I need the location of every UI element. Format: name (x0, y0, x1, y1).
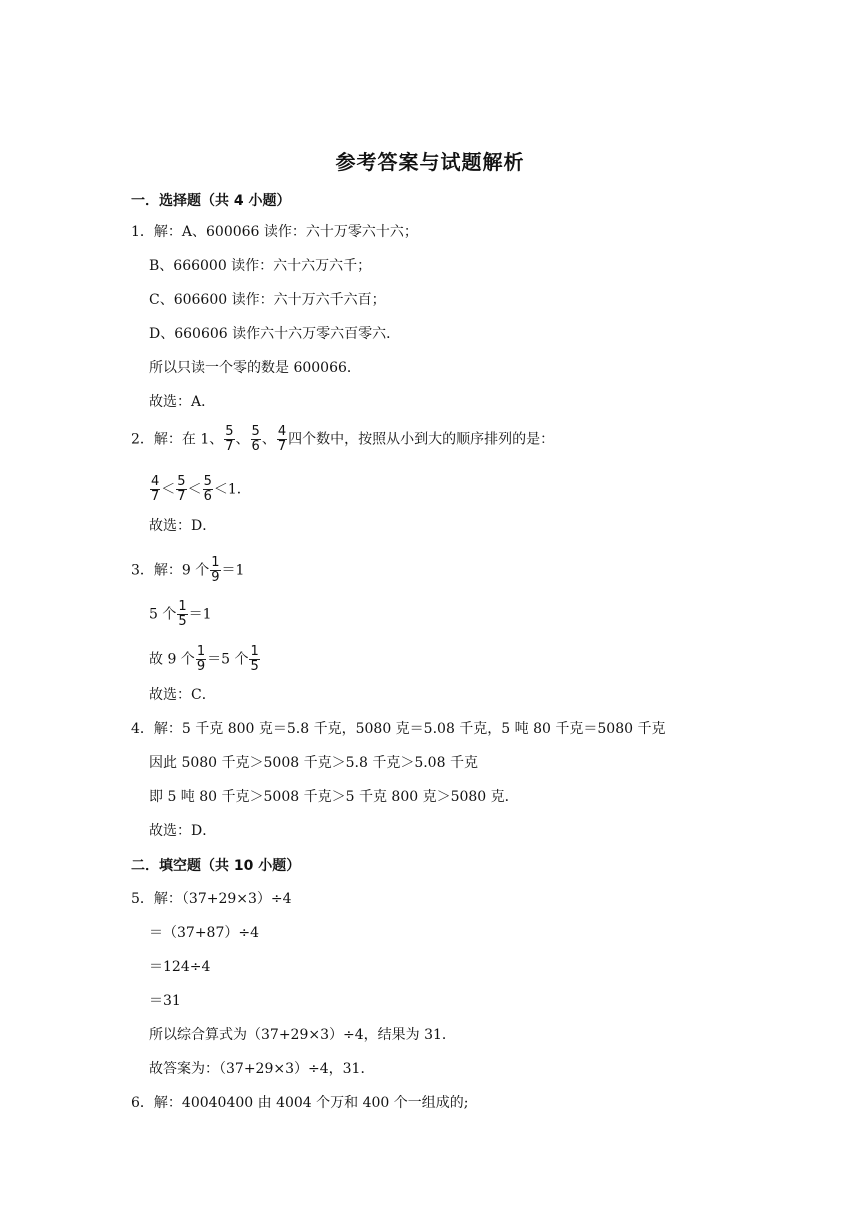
q1-line-4: D、660606 读作六十六万零六百零六． (149, 326, 401, 342)
fraction-1-5: $\frac{1}{5}$ (250, 644, 259, 674)
section-heading-choice: 一．选择题（共 4 小题） (131, 193, 291, 209)
fraction-4-7: $\frac{4}{7}$ (277, 424, 287, 454)
fraction-5-6: $\frac{5}{6}$ (203, 474, 212, 504)
q1-line-3: C、606600 读作：六十万六千六百； (149, 292, 386, 308)
q3-line-2: 5 个 $\frac{1}{5}$ ＝1 (149, 599, 212, 629)
q1-answer: 故选：A． (149, 394, 216, 410)
fraction-5-7: $\frac{5}{7}$ (225, 424, 234, 454)
q2-ordering (149, 475, 251, 504)
less-than: ＜ (187, 481, 202, 498)
q5-line-3: ＝124÷4 (149, 959, 211, 975)
q1-line-5: 所以只读一个零的数是 600066． (149, 360, 361, 376)
q4-answer: 故选：D． (149, 823, 217, 839)
q5-line-2: ＝（37+87）÷4 (149, 925, 259, 941)
separator: 、 (235, 431, 250, 448)
q4-line-3: 即 5 吨 80 千克＞5008 千克＞5 千克 800 克＞5080 克． (149, 789, 519, 805)
q2-prefix: 2．解：在 1、 (131, 431, 224, 448)
q6-line-1: 6．解：40040400 由 4004 个万和 400 个一组成的; (131, 1095, 469, 1111)
q4-line-2: 因此 5080 千克＞5008 千克＞5.8 千克＞5.08 千克 (149, 755, 478, 771)
q1-line-2: B、666000 读作：六十六万六千； (149, 258, 372, 274)
less-than: ＜ (213, 481, 228, 498)
fraction-5-7: $\frac{5}{7}$ (177, 474, 186, 504)
q5-line-5: 所以综合算式为（37+29×3）÷4，结果为 31． (149, 1027, 456, 1043)
fraction-1-9: $\frac{1}{9}$ (211, 555, 220, 585)
q3-line-3: 故 9 个 $\frac{1}{9}$ ＝5 个 $\frac{1}{5}$ (149, 644, 259, 674)
section-heading-fill: 二．填空题（共 10 小题） (131, 858, 301, 874)
q5-line-1: 5．解：（37+29×3）÷4 (131, 891, 292, 907)
q3-answer: 故选：C． (149, 687, 216, 703)
q4-line-1: 4．解：5 千克 800 克＝5.8 千克，5080 克＝5.08 千克，5 吨 80 千克＝5080 千克 (131, 721, 666, 737)
fraction-1-5: $\frac{1}{5}$ (178, 599, 187, 629)
q5-line-4: ＝31 (149, 993, 181, 1009)
q2-answer: 故选：D． (149, 518, 217, 534)
q2-suffix: 四个数中，按照从小到大的顺序排列的是： (288, 431, 555, 448)
separator: 、 (261, 431, 276, 448)
q1-line-1: 1．解：A、600066 读作：六十万零六十六； (131, 224, 418, 240)
q2-end: 1． (227, 481, 251, 498)
page-title: 参考答案与试题解析 (335, 150, 525, 174)
fraction-1-9: $\frac{1}{9}$ (196, 644, 206, 674)
q5-answer: 故答案为：（37+29×3）÷4，31． (149, 1061, 375, 1077)
q3-line-1: 3．解：9 个 $\frac{1}{9}$ ＝1 (131, 555, 245, 585)
q2-line-1 (131, 425, 554, 454)
less-than: ＜ (161, 481, 176, 498)
fraction-5-6: $\frac{5}{6}$ (251, 424, 260, 454)
fraction-4-7: $\frac{4}{7}$ (151, 474, 160, 504)
